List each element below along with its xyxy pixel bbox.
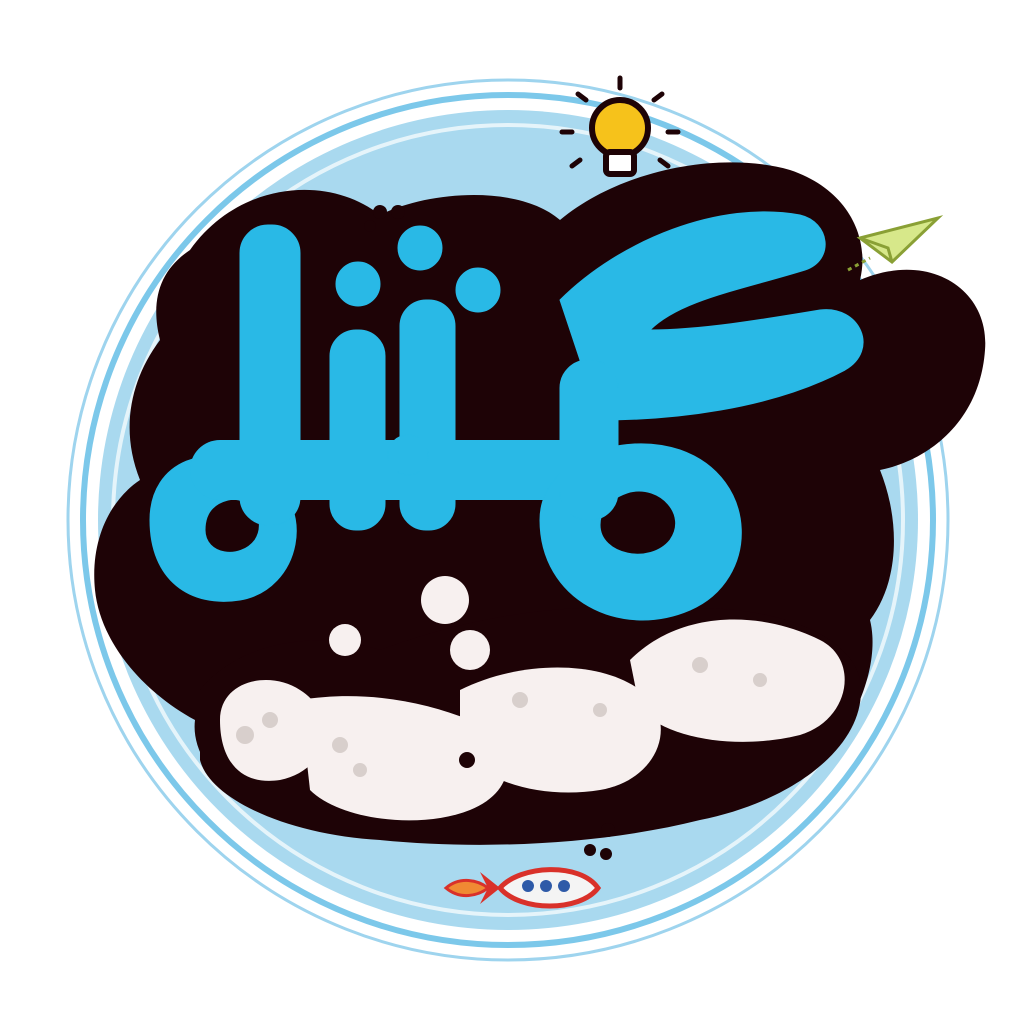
subtitle-dark-dot [459, 752, 475, 768]
